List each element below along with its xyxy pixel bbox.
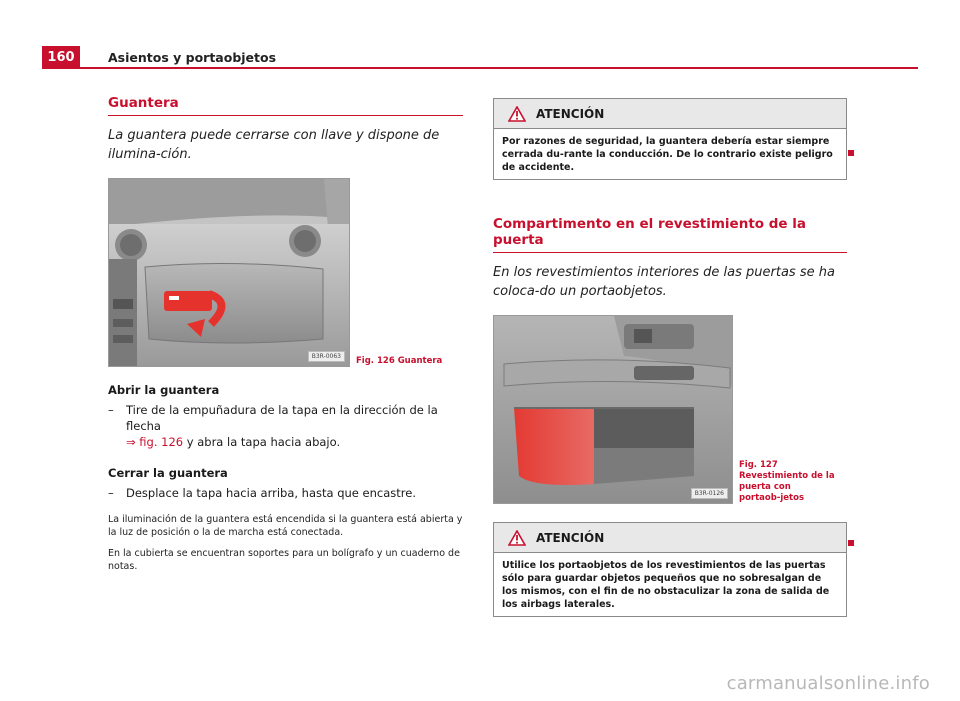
warning-triangle-icon bbox=[508, 530, 526, 546]
subheading-close: Cerrar la guantera bbox=[108, 466, 228, 480]
section-lead-door: En los revestimientos interiores de las puertas se ha coloca-do un portaobjetos. bbox=[493, 265, 835, 299]
warning-box-2 bbox=[493, 522, 847, 617]
step-open-text: Tire de la empuñadura de la tapa en la dirección de la flecha ⇒ fig. 126 y abra la tapa hacia abajo. bbox=[126, 403, 438, 449]
figure-126 bbox=[108, 178, 463, 367]
step-dash: – bbox=[108, 486, 114, 500]
warning-box-1 bbox=[493, 98, 847, 180]
section-end-mark bbox=[848, 540, 854, 546]
right-column bbox=[493, 98, 847, 617]
section-end-mark bbox=[848, 150, 854, 156]
header-rule bbox=[42, 67, 918, 69]
section-title-guantera: Guantera bbox=[108, 95, 463, 116]
note-holders: En la cubierta se encuentran soportes para un bolígrafo y un cuaderno de notas. bbox=[108, 548, 460, 572]
warning-title: ATENCIÓN bbox=[536, 530, 605, 545]
step-close bbox=[108, 485, 463, 501]
note-illumination: La iluminación de la guantera está encendida si la guantera está abierta y la luz de posición o la de marcha está conectada. bbox=[108, 514, 463, 538]
figure-caption: Fig. 126 Guantera bbox=[356, 356, 443, 366]
figure-code: B3R-0126 bbox=[691, 488, 728, 499]
subheading-open: Abrir la guantera bbox=[108, 383, 220, 397]
section-title-door: Compartimento en el revestimiento de la puerta bbox=[493, 216, 847, 253]
step-close-text: Desplace la tapa hacia arriba, hasta que encastre. bbox=[126, 486, 416, 500]
warning-triangle-icon bbox=[508, 106, 526, 122]
warning-header bbox=[494, 523, 846, 553]
step-open bbox=[108, 402, 463, 450]
page-number: 160 bbox=[42, 46, 80, 68]
warning-text: Por razones de seguridad, la guantera debería estar siempre cerrada du-rante la conducción. De lo contrario existe peligro de accidente. bbox=[502, 136, 833, 173]
warning-title: ATENCIÓN bbox=[536, 106, 605, 121]
door-panel-photo bbox=[493, 315, 733, 504]
figure-caption: Fig. 127 Revestimiento de la puerta con portaob-jetos bbox=[739, 460, 835, 503]
figure-crossref-link[interactable]: ⇒ fig. 126 bbox=[126, 435, 184, 449]
figure-127 bbox=[493, 315, 847, 504]
step-dash: – bbox=[108, 403, 114, 417]
section-lead-guantera: La guantera puede cerrarse con llave y dispone de ilumina-ción. bbox=[108, 128, 440, 162]
left-column bbox=[108, 95, 463, 573]
warning-text: Utilice los portaobjetos de los revestimientos de las puertas sólo para guardar objetos pequeños que no sobresalgan de los mismos, con el fin de no obstaculizar la zona de salida de los airbags laterales. bbox=[502, 560, 830, 610]
glovebox-photo bbox=[108, 178, 350, 367]
watermark: carmanualsonline.info bbox=[726, 673, 930, 694]
door-panel-illustration bbox=[494, 316, 732, 503]
running-header: Asientos y portaobjetos bbox=[108, 50, 277, 65]
warning-header bbox=[494, 99, 846, 129]
figure-code: B3R-0063 bbox=[308, 351, 345, 362]
glovebox-illustration bbox=[109, 179, 349, 366]
